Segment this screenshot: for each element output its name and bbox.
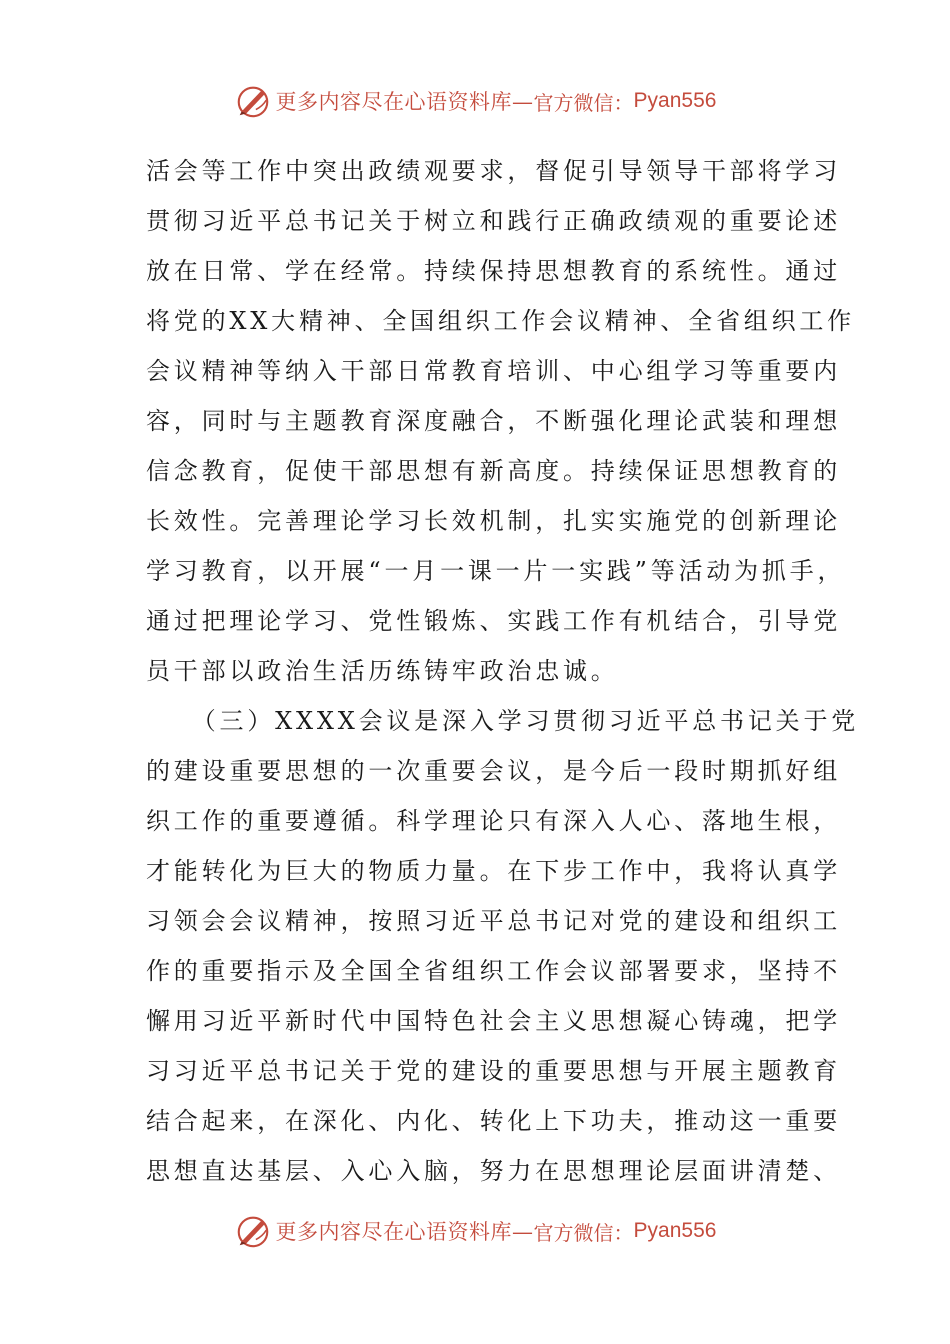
watermark-text: 更多内容尽在心语资料库—	[275, 1220, 534, 1244]
pen-logo-icon	[234, 1212, 272, 1250]
paragraph	[146, 696, 860, 1196]
text-line: （三）XXXX会议是深入学习贯彻习近平总书记关于党	[146, 707, 860, 735]
wechat-label: 官方微信：	[533, 90, 634, 115]
text-line: 通过把理论学习、党性锻炼、实践工作有机结合，引导党	[146, 607, 841, 635]
watermark-text: 更多内容尽在心语资料库—	[275, 90, 534, 114]
text-line: 作的重要指示及全国全省组织工作会议部署要求，坚持不	[146, 957, 841, 985]
wechat-id: Pyan556	[633, 1219, 717, 1242]
pen-logo-icon	[234, 82, 272, 120]
document-body	[146, 146, 860, 1196]
text-line: 习领会会议精神，按照习近平总书记对党的建设和组织工	[146, 907, 841, 935]
text-line: 将党的XX大精神、全国组织工作会议精神、全省组织工作	[146, 307, 855, 335]
text-line: 放在日常、学在经常。持续保持思想教育的系统性。通过	[146, 257, 841, 285]
text-line: 会议精神等纳入干部日常教育培训、中心组学习等重要内	[146, 357, 841, 385]
text-line: 信念教育，促使干部思想有新高度。持续保证思想教育的	[146, 457, 841, 485]
text-line: 结合起来，在深化、内化、转化上下功夫，推动这一重要	[146, 1107, 841, 1135]
text-line: 活会等工作中突出政绩观要求，督促引导领导干部将学习	[146, 157, 841, 185]
text-line: 贯彻习近平总书记关于树立和践行正确政绩观的重要论述	[146, 207, 841, 235]
footer-watermark	[0, 1206, 950, 1256]
paragraph	[146, 146, 855, 696]
text-line: 长效性。完善理论学习长效机制，扎实实施党的创新理论	[146, 507, 841, 535]
text-line: 学习教育，以开展“一月一课一片一实践”等活动为抓手，	[146, 557, 846, 585]
text-line: 思想直达基层、入心入脑，努力在思想理论层面讲清楚、	[146, 1157, 841, 1185]
header-watermark	[0, 76, 950, 126]
text-line: 习习近平总书记关于党的建设的重要思想与开展主题教育	[146, 1057, 841, 1085]
text-line: 员干部以政治生活历练铸牢政治忠诚。	[146, 657, 619, 685]
text-line: 容，同时与主题教育深度融合，不断强化理论武装和理想	[146, 407, 841, 435]
text-line: 懈用习近平新时代中国特色社会主义思想凝心铸魂，把学	[146, 1007, 841, 1035]
text-line: 织工作的重要遵循。科学理论只有深入人心、落地生根，	[146, 807, 841, 835]
text-line: 才能转化为巨大的物质力量。在下步工作中，我将认真学	[146, 857, 841, 885]
wechat-label: 官方微信：	[533, 1220, 634, 1245]
text-line: 的建设重要思想的一次重要会议，是今后一段时期抓好组	[146, 757, 841, 785]
wechat-id: Pyan556	[633, 89, 717, 112]
